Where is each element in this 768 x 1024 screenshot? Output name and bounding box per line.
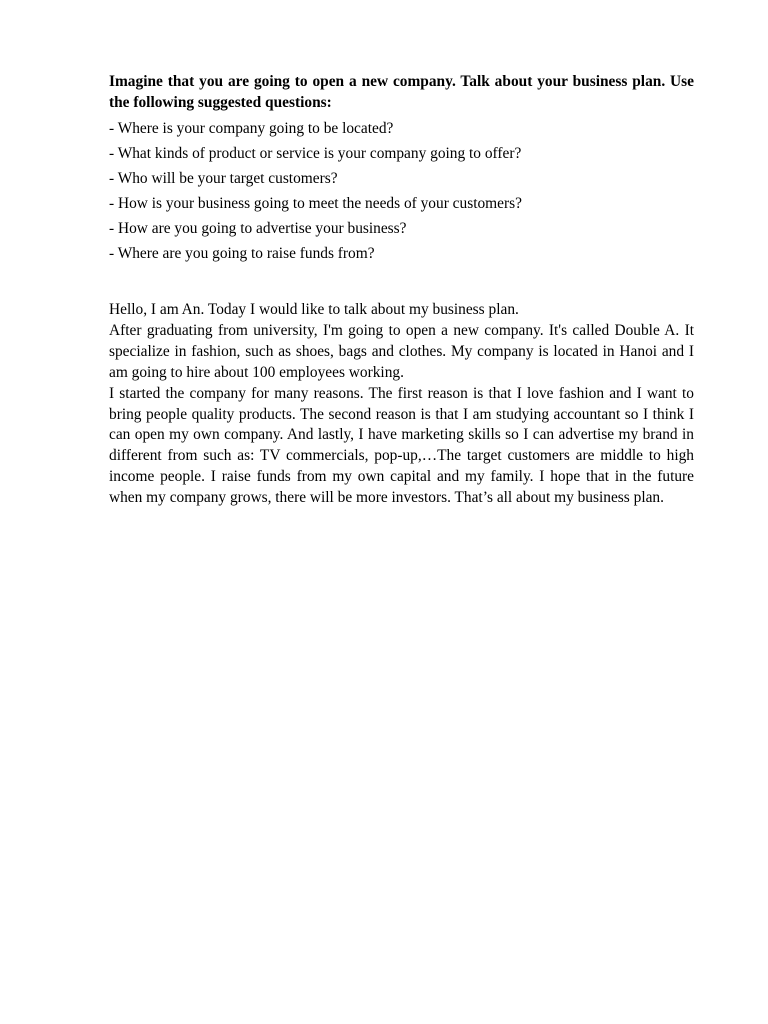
question-item: - How are you going to advertise your business?	[109, 220, 407, 237]
question-item: - Where are you going to raise funds from?	[109, 245, 375, 262]
question-item: - How is your business going to meet the needs of your customers?	[109, 195, 522, 212]
response-text	[109, 300, 694, 509]
question-item: - Who will be your target customers?	[109, 170, 338, 187]
question-item: - What kinds of product or service is your company going to offer?	[109, 145, 522, 162]
response-paragraph: After graduating from university, I'm going to open a new company. It's called Double A. It specialize in fashion, such as shoes, bags and clothes. My company is located in Hanoi and I am going to hire about 100 employees working.	[109, 321, 694, 381]
document-page	[109, 71, 694, 509]
suggested-questions-list	[109, 116, 694, 266]
response-paragraph: I started the company for many reasons. The first reason is that I love fashion and I want to bring people quality products. The second reason is that I am studying accountant so I think I can open my own company. And lastly, I have marketing skills so I can advertise my brand in different from such as: TV commercials, pop-up,…The target customers are middle to high income people. I raise funds from my own capital and my family. I hope that in the future when my company grows, there will be more investors. That’s all about my business plan.	[109, 384, 694, 507]
response-paragraph: Hello, I am An. Today I would like to talk about my business plan.	[109, 301, 519, 318]
question-item: - Where is your company going to be located?	[109, 120, 394, 137]
prompt-heading: Imagine that you are going to open a new company. Talk about your business plan. Use the following suggested questions:	[109, 73, 694, 111]
